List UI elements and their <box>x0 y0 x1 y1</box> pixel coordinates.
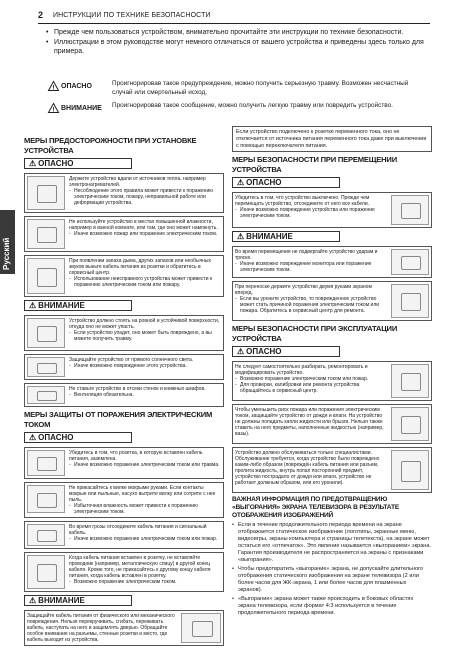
item-bullet: - Иначе возможно поражение электрическим током или пожар. <box>69 536 221 542</box>
legend-danger-text: Проигнорировав такое предупреждение, можно получить серьезную травму. Возможен несчастный случай или смертельный исход. <box>112 80 409 96</box>
item-text: Не следует самостоятельно разбирать, ремонтировать и модифицировать устройство. <box>235 364 368 377</box>
caution-badge <box>232 231 340 242</box>
item-text: Чтобы уменьшить риск пожара или поражения электрическим током, защищайте устройство от дождя и влаги. На устройство не должны попадать капли жидкости или брызги. Нельзя также ставить на него предметы, наполненные жидкостью (например, вазы). <box>235 407 384 438</box>
item-text: Убедитесь в том, что розетка, в которую вставлен кабель питания, заземлена. <box>69 450 203 462</box>
safety-item <box>232 404 432 444</box>
legend-caution <box>48 102 102 114</box>
illustration-icon <box>27 219 65 249</box>
legend-danger-label: ОПАСНО <box>61 82 92 90</box>
illustration-icon <box>391 195 429 225</box>
safety-item <box>24 383 224 407</box>
item-bullet: - Возможно поражение электрическим током или пожар. <box>235 376 387 382</box>
header-title: ИНСТРУКЦИИ ПО ТЕХНИКЕ БЕЗОПАСНОСТИ <box>53 11 211 19</box>
safety-item <box>24 255 224 297</box>
badge-label: ОПАСНО <box>246 347 282 357</box>
svg-text:!: ! <box>52 107 55 114</box>
warning-triangle-icon: ⚠ <box>237 178 245 188</box>
illustration-icon <box>391 407 429 441</box>
illustration-icon <box>27 524 65 546</box>
badge-label: ВНИМАНИЕ <box>38 301 85 310</box>
illustration-icon <box>27 386 65 404</box>
warning-triangle-icon: ⚠ <box>237 347 245 357</box>
warning-triangle-icon <box>48 103 59 113</box>
safety-item <box>24 521 224 549</box>
legend-caution-text: Проигнорировав такое сообщение, можно получить легкую травму или повредить устройство. <box>112 102 393 109</box>
language-tab-label: Русский <box>2 237 11 270</box>
caution-badge <box>24 300 132 311</box>
page-header <box>38 9 430 21</box>
item-text: При появлении запаха дыма, других запахов или необычных звуков выньте кабель питания из розетки и обратитесь в сервисный центр. <box>69 258 212 276</box>
warning-triangle-icon: ⚠ <box>29 433 37 442</box>
safety-item <box>24 482 224 518</box>
intro-list <box>46 28 430 58</box>
page-number: 2 <box>38 10 44 20</box>
safety-item <box>232 361 432 401</box>
section-title: МЕРЫ БЕЗОПАСНОСТИ ПРИ ПЕРЕМЕЩЕНИИ УСТРОЙСТВА <box>232 155 397 174</box>
warning-legend <box>46 80 430 130</box>
item-bullet: - Несоблюдение этого правила может привести к поражению электрическим током, пожару, неправильной работе или деформации устройства. <box>69 188 221 206</box>
illustration-icon <box>391 364 429 398</box>
item-bullet: - Иначе возможно повреждение монитора или поражение электрическим током. <box>235 261 387 273</box>
safety-item <box>232 246 432 278</box>
illustration-icon <box>27 357 65 377</box>
notice-box: Если устройство подключено к розетке переменного тока, оно не отключается от источника питания переменного тока даже при выключении с помощью переключателя питания. <box>232 126 432 152</box>
warning-triangle-icon: ⚠ <box>29 301 37 310</box>
safety-item <box>24 315 224 351</box>
right-column <box>232 126 432 619</box>
legend-danger <box>48 80 92 92</box>
item-bullet: - Использование неисправного устройства может привести к поражению электрическим током или пожару. <box>69 276 221 288</box>
burn-in-info <box>232 522 432 617</box>
item-text: Не используйте устройство в местах повышенной влажности, например в ванной комнате, или там, где оно может намокнуть. <box>69 219 218 231</box>
info-bullet: • «Выгорание» экрана может также происходить в боковых областях экрана телевизора, если формат 4:3 используется в течение продолжительного периода времени. <box>232 596 432 617</box>
danger-badge <box>232 346 340 357</box>
item-bullet: - Если вы уроните устройство, то поврежденное устройство может стать причиной поражения электрическим током или пожара. Обратитесь в сервисный центр для ремонта. <box>235 296 387 314</box>
header-divider <box>38 23 430 24</box>
safety-item <box>24 447 224 479</box>
intro-item: • Прежде чем пользоваться устройством, внимательно прочитайте эти инструкции по технике безопасности. <box>46 28 430 37</box>
illustration-icon <box>391 450 429 490</box>
section-title: МЕРЫ ЗАЩИТЫ ОТ ПОРАЖЕНИЯ ЭЛЕКТРИЧЕСКИМ ТОКОМ <box>24 410 213 429</box>
item-text: Устройство должно стоять на ровной и устойчивой поверхности, откуда оно не может упасть. <box>69 318 220 330</box>
caution-badge <box>24 595 132 606</box>
item-text: При переноске держите устройство двумя руками экраном вперед. <box>235 284 372 297</box>
svg-text:!: ! <box>52 85 55 92</box>
safety-item <box>232 281 432 321</box>
danger-badge <box>24 432 132 443</box>
item-text: Защищайте кабель питания от физического или механического повреждения. Нельзя перекручивать, сгибать, переживать кабель, наступать на него и защемлять дверью. Обращайте особое внимание на разъемы, стенные розетки и место, где кабель выходит из устройства. <box>27 613 175 643</box>
danger-badge <box>24 158 132 169</box>
info-bullet: • Если в течение продолжительного периода времени на экране отображается статическое изображение (логотипы, экранные меню, видеоигры, экраны компьютера и страницы телетекста), на экране может остаться его «отпечаток». Это явление называется «выгоранием» экрана. Гарантия производителя не распространяется на экраны с признаками «выгорания». <box>232 522 432 564</box>
item-text: Держите устройство вдали от источников тепла, например электронагревателей. <box>69 176 206 188</box>
safety-item <box>24 354 224 380</box>
item-text: Защищайте устройство от прямого солнечного света. <box>69 357 194 363</box>
item-bullet: - Вентиляция обязательна. <box>69 392 221 398</box>
item-text: Не ставьте устройство в отсеки стенок и книжных шкафов. <box>69 386 206 392</box>
safety-item <box>24 610 224 646</box>
item-bullet: - Возможно поражение электрическим током. <box>69 579 221 585</box>
item-text: Не прикасайтесь к вилке мокрыми руками. Если контакты мокрые или пыльные, насухо вытрите вилку или сотрите с нее пыль. <box>69 485 216 503</box>
illustration-icon <box>181 613 221 643</box>
illustration-icon <box>27 176 65 210</box>
legend-caution-label: ВНИМАНИЕ <box>61 104 102 112</box>
danger-badge <box>232 177 340 188</box>
left-column <box>24 136 224 649</box>
badge-label: ВНИМАНИЕ <box>246 232 293 242</box>
item-text: Во время грозы отсоедините кабель питания и сигнальный кабель. <box>69 524 207 536</box>
safety-item <box>24 216 224 252</box>
item-bullet: - Иначе возможно повреждение этого устройства. <box>69 363 221 369</box>
item-bullet: - Для проверки, калибровки или ремонта устройства обращайтесь в сервисный центр. <box>235 382 387 394</box>
item-text: Когда кабель питания вставлен в розетку, не вставляйте проводник (например, металлическую спицу) в другой конец кабеля. Кроме того, не прикасайтесь к другому концу кабеля питания, когда кабель вставлен в розетку. <box>69 555 211 579</box>
item-bullet: - Иначе возможно пожар или поражение электрическим током. <box>69 231 221 237</box>
warning-triangle-icon: ⚠ <box>237 232 245 242</box>
language-tab <box>0 210 15 274</box>
safety-item <box>232 447 432 493</box>
item-bullet: - Иначе возможно поражение электрическим током или травма. <box>69 462 221 468</box>
illustration-icon <box>27 555 65 589</box>
warning-triangle-icon <box>48 81 59 91</box>
intro-item: • Иллюстрации в этом руководстве могут немного отличаться от вашего устройства и приведены здесь только для примера. <box>46 38 430 56</box>
item-bullet: - Избыточная влажность может привести к поражению электрическим током. <box>69 503 221 515</box>
safety-item <box>24 552 224 592</box>
warning-triangle-icon: ⚠ <box>29 596 37 605</box>
item-bullet: - Иначе возможно повреждение устройства или поражение электрическим током. <box>235 207 387 219</box>
item-text: Устройство должно обслуживаться только специалистами. Обслуживание требуется, когда устройство было повреждено каким-либо образом (повреждён кабель питания или разъем, пролита жидкость, внутрь попал посторонний предмет, устройство пострадало от дождя или влаги, устройство не работает должным образом, или его уронили). <box>235 450 380 487</box>
badge-label: ВНИМАНИЕ <box>38 596 85 605</box>
section-title: ВАЖНАЯ ИНФОРМАЦИЯ ПО ПРЕДОТВРАЩЕНИЮ «ВЫГОРАНИЯ» ЭКРАНА ТЕЛЕВИЗОРА В РЕЗУЛЬТАТЕ ОТОБРАЖЕНИЯ ИЗОБРАЖЕНИЙ <box>232 496 400 520</box>
item-text: Во время перемещения не подвергайте устройство ударам и тряске. <box>235 249 378 262</box>
badge-label: ОПАСНО <box>38 433 74 442</box>
badge-label: ОПАСНО <box>246 178 282 188</box>
illustration-icon <box>27 485 65 513</box>
item-text: Убедитесь в том, что устройство выключено. Прежде чем перемещать устройство, отсоедините от него все кабели. <box>235 195 370 208</box>
illustration-icon <box>391 249 429 275</box>
warning-triangle-icon: ⚠ <box>29 159 37 168</box>
info-bullet: • Чтобы предотвратить «выгорание» экрана, не допускайте длительного отображения статического изображения на экране телевизора (2 или более часов для ЖК-экрана, 1 или более часов для плазменных экранов). <box>232 566 432 594</box>
safety-item <box>232 192 432 228</box>
illustration-icon <box>27 258 65 294</box>
safety-item <box>24 173 224 213</box>
item-bullet: - Если устройство упадет, оно может быть повреждено, а вы можете получить травму. <box>69 330 221 342</box>
illustration-icon <box>391 284 429 318</box>
illustration-icon <box>27 318 65 348</box>
section-title: МЕРЫ БЕЗОПАСНОСТИ ПРИ ЭКСПЛУАТАЦИИ УСТРОЙСТВА <box>232 324 398 343</box>
badge-label: ОПАСНО <box>38 159 74 168</box>
illustration-icon <box>27 450 65 476</box>
section-title: МЕРЫ ПРЕДОСТОРОЖНОСТИ ПРИ УСТАНОВКЕ УСТРОЙСТВА <box>24 136 197 155</box>
